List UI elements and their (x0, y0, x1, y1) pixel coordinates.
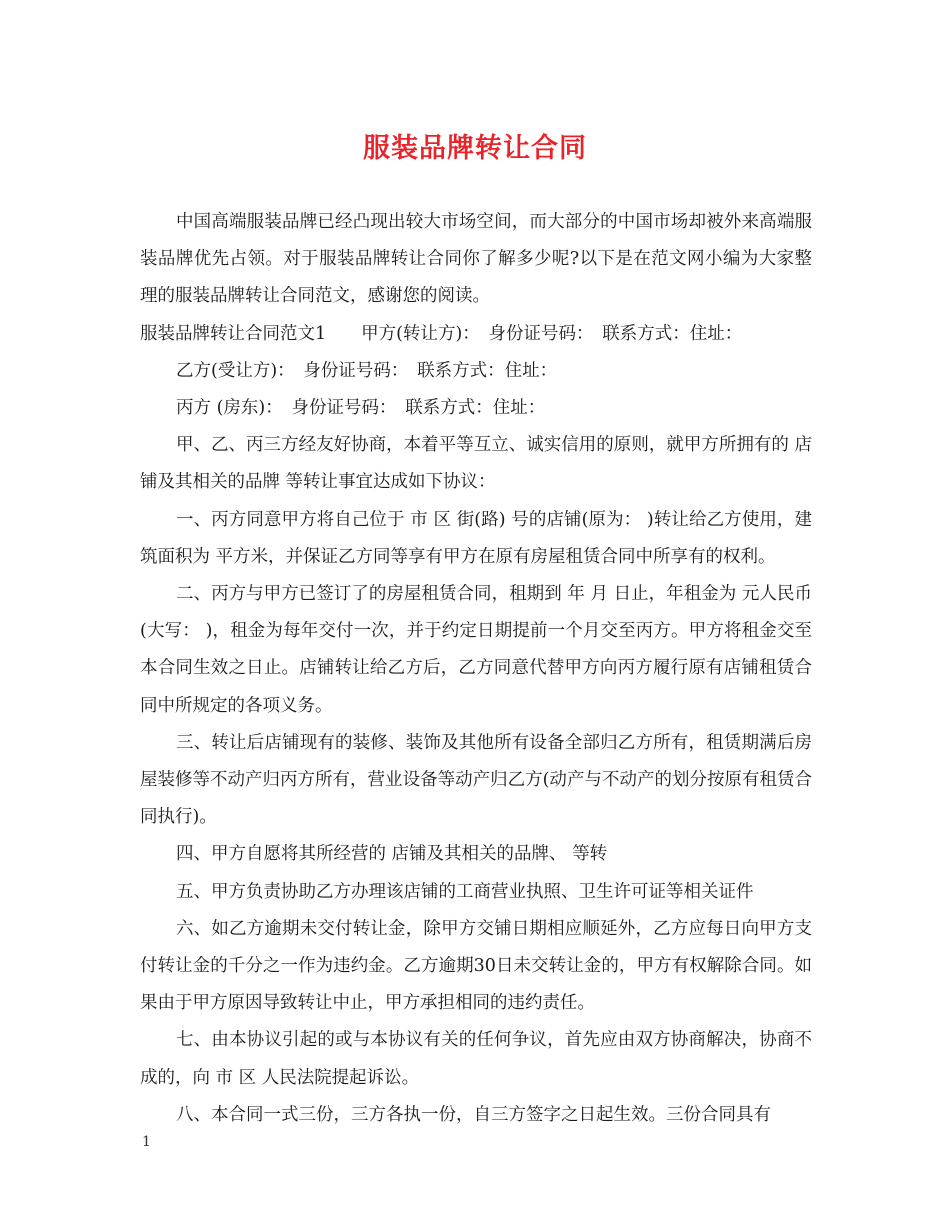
paragraph: 乙方(受让方)： 身份证号码： 联系方式：住址： (176, 360, 558, 381)
paragraph: 五、甲方负责协助乙方办理该店铺的工商营业执照、卫生许可证等相关证件 (176, 881, 754, 902)
document-body (140, 204, 812, 1134)
paragraph: 六、如乙方逾期未交付转让金，除甲方交铺日期相应顺延外，乙方应每日向甲方支付转让金的千分之一作为违约金。乙方逾期30日未交转让金的，甲方有权解除合同。如果由于甲方原因导致转让中止，甲方承担相同的违约责任。 (140, 918, 812, 1014)
page-number: 1 (142, 1134, 151, 1150)
paragraph: 七、由本协议引起的或与本协议有关的任何争议，首先应由双方协商解决，协商不成的，向 市 区 人民法院提起诉讼。 (140, 1030, 812, 1088)
paragraph: 一、丙方同意甲方将自己位于 市 区 街(路) 号的店铺(原为： )转让给乙方使用，建筑面积为 平方米，并保证乙方同等享有甲方在原有房屋租赁合同中所享有的权利。 (140, 509, 812, 567)
paragraph: 服装品牌转让合同范文1 甲方(转让方)： 身份证号码： 联系方式：住址： (140, 323, 743, 344)
paragraph: 二、丙方与甲方已签订了的房屋租赁合同，租期到 年 月 日止，年租金为 元人民币(大写： )，租金为每年交付一次，并于约定日期提前一个月交至丙方。甲方将租金交至本合同生效之日止。店铺转让给乙方后，乙方同意代替甲方向丙方履行原有店铺租赁合同中所规定的各项义务。 (140, 584, 812, 716)
paragraph: 甲、乙、丙三方经友好协商，本着平等互立、诚实信用的原则，就甲方所拥有的 店铺及其相关的品牌 等转让事宜达成如下协议： (140, 435, 812, 493)
paragraph: 中国高端服装品牌已经凸现出较大市场空间，而大部分的中国市场却被外来高端服装品牌优先占领。对于服装品牌转让合同你了解多少呢?以下是在范文网小编为大家整理的服装品牌转让合同范文，感谢您的阅读。 (140, 212, 812, 307)
paragraph: 四、甲方自愿将其所经营的 店铺及其相关的品牌、 等转 (176, 844, 608, 865)
paragraph: 三、转让后店铺现有的装修、装饰及其他所有设备全部归乙方所有，租赁期满后房屋装修等不动产归丙方所有，营业设备等动产归乙方(动产与不动产的划分按原有租赁合同执行)。 (140, 732, 812, 828)
document-title: 服装品牌转让合同 (363, 133, 587, 164)
paragraph: 八、本合同一式三份，三方各执一份，自三方签字之日起生效。三份合同具有 (176, 1104, 771, 1125)
paragraph: 丙方 (房东)： 身份证号码： 联系方式：住址： (176, 398, 546, 419)
